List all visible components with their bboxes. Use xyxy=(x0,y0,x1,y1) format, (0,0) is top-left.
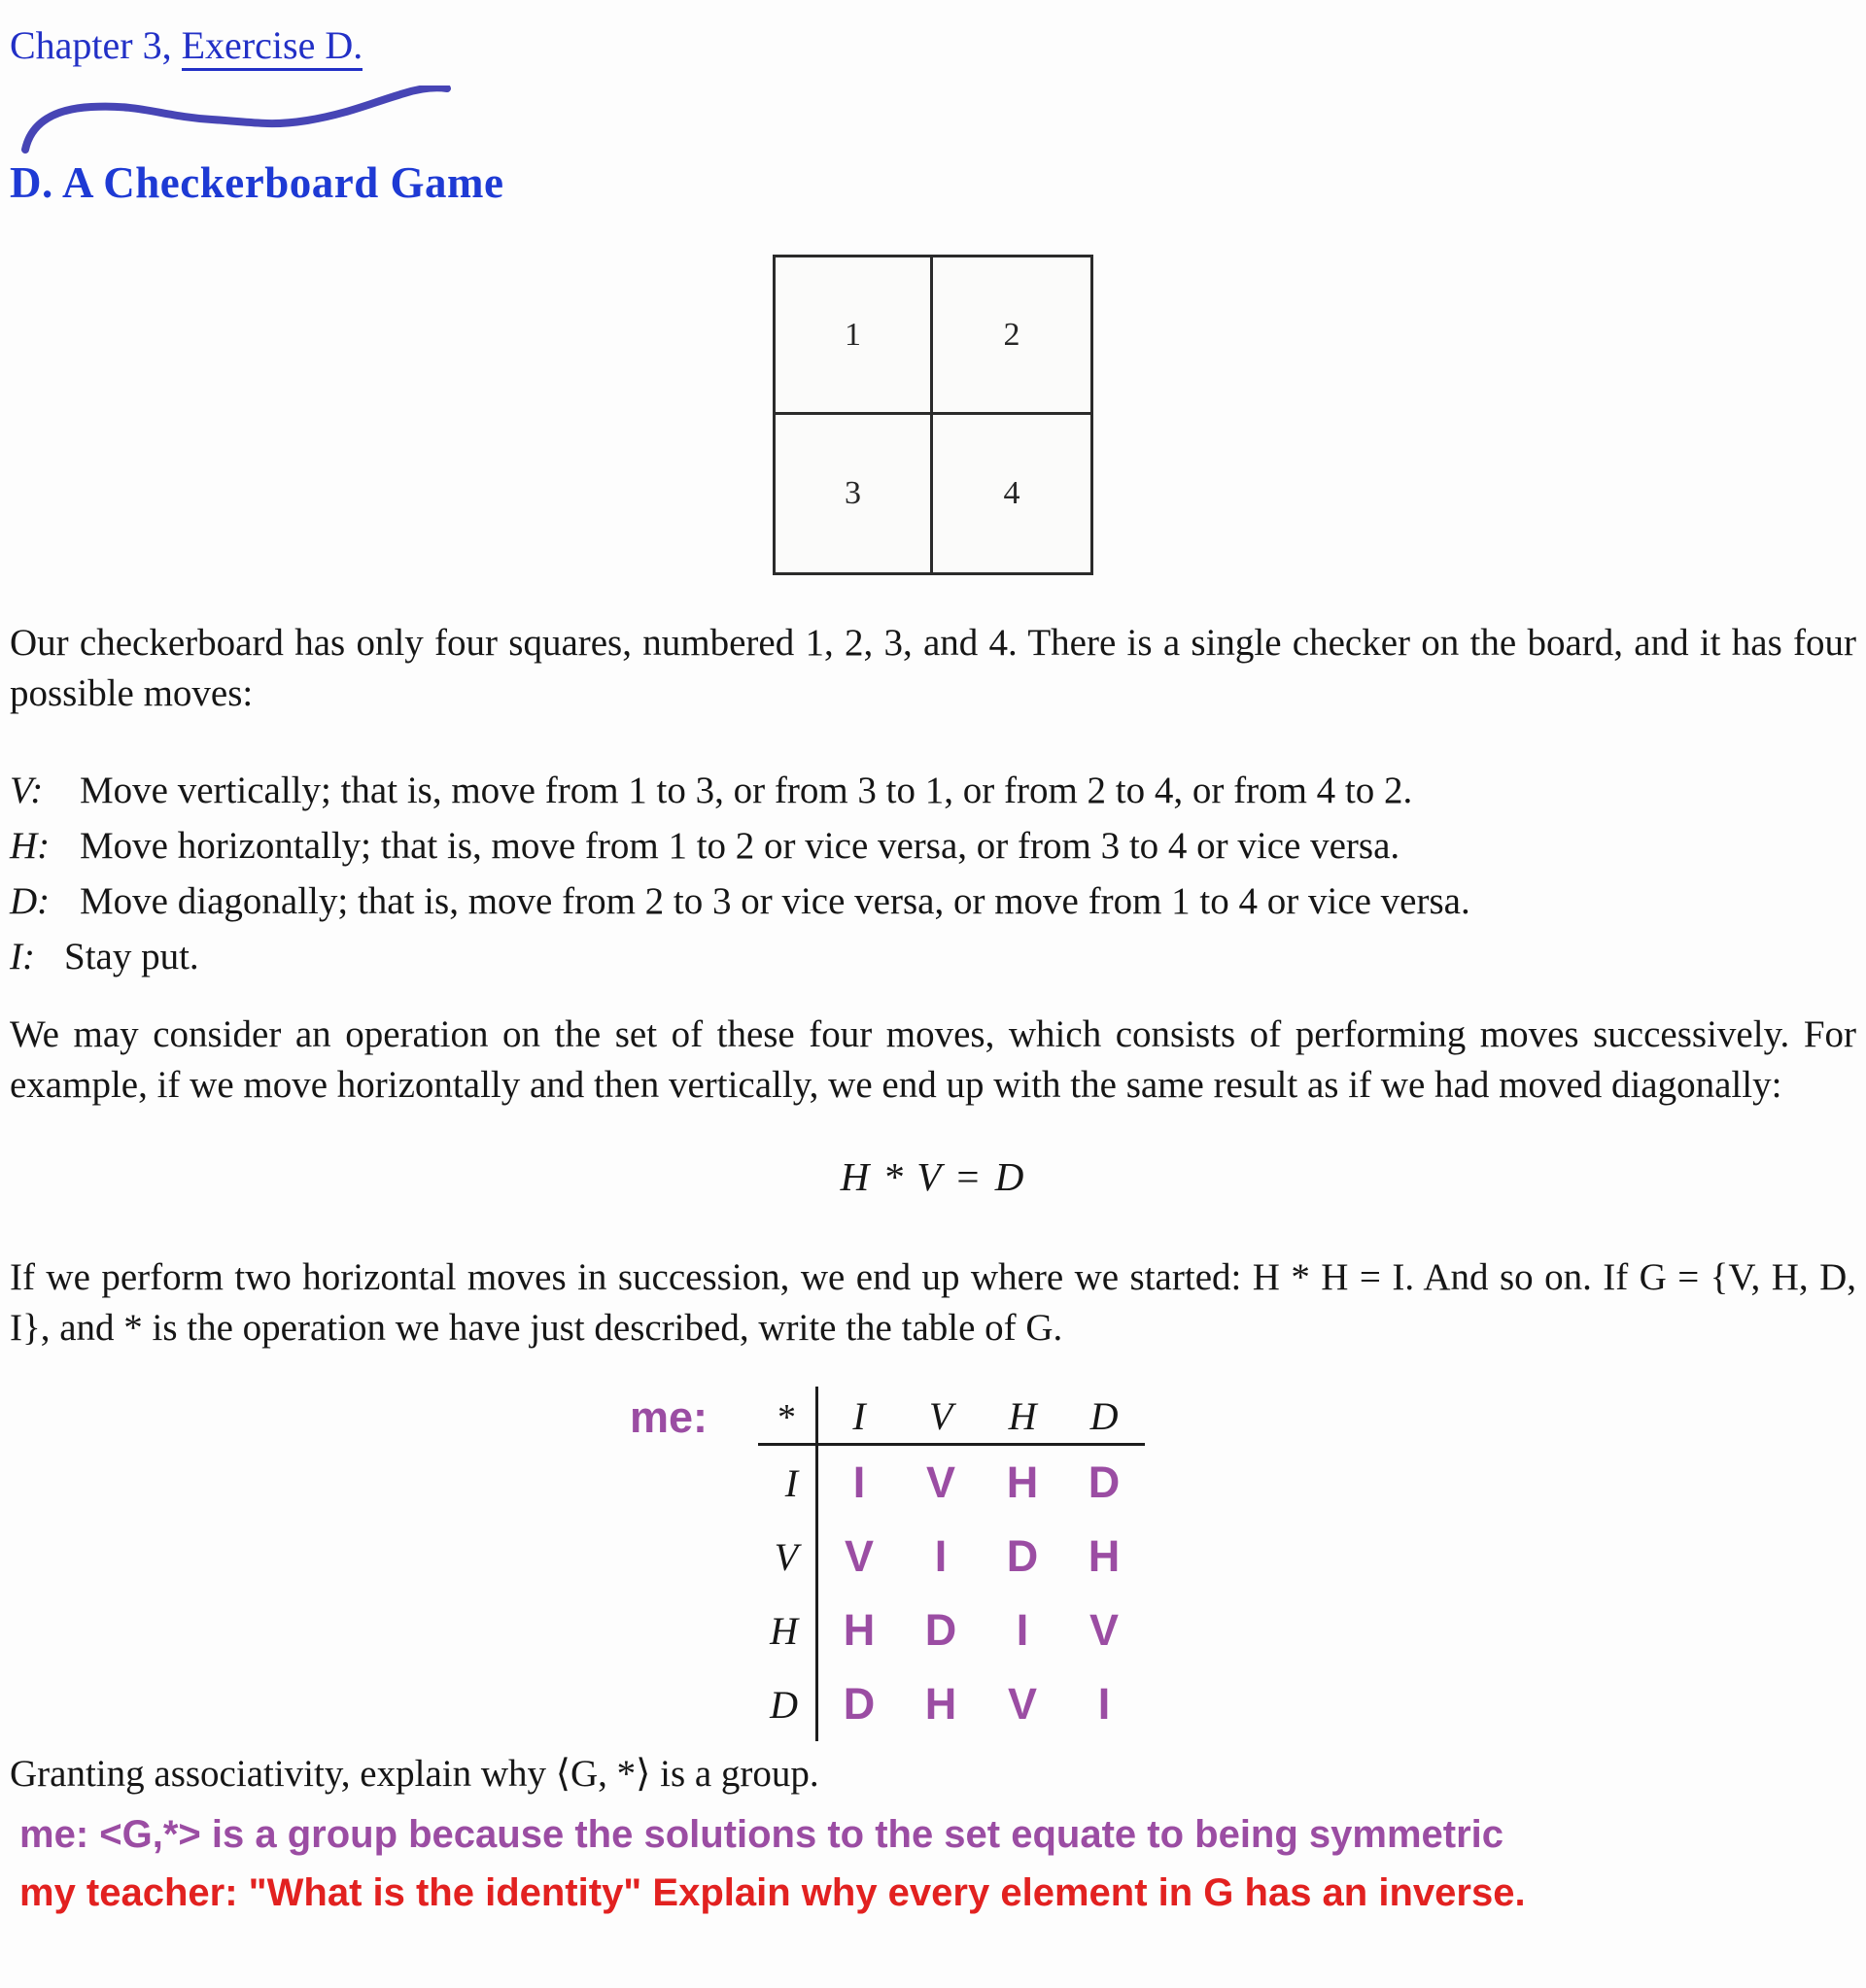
table-cell: H xyxy=(924,1679,957,1729)
table-cell: D xyxy=(843,1679,876,1729)
chapter-heading-prefix: Chapter 3, xyxy=(10,23,182,67)
move-item-h xyxy=(10,821,1856,872)
move-text: Move diagonally; that is, move from 2 to 3 or vice versa, or move from 1 to 4 or vice versa. xyxy=(80,880,1470,922)
move-text: Move horizontally; that is, move from 1 to 2 or vice versa, or from 3 to 4 or vice versa. xyxy=(80,825,1400,867)
move-item-d xyxy=(10,876,1856,927)
move-item-i xyxy=(10,932,1856,982)
table-cell: V xyxy=(845,1531,875,1581)
board-cell-3: 3 xyxy=(776,415,933,572)
board-cell-2: 2 xyxy=(933,257,1090,415)
board-cell-4: 4 xyxy=(1003,475,1020,511)
checkerboard-diagram xyxy=(773,255,1093,575)
table-cell: I xyxy=(1097,1679,1111,1729)
table-col-header: H xyxy=(982,1387,1063,1446)
table-col-header: D xyxy=(1063,1387,1145,1446)
table-col-header: I xyxy=(818,1387,900,1446)
table-cell: I xyxy=(1016,1605,1029,1655)
succession-paragraph: If we perform two horizontal moves in succession, we end up where we started: H * H = I. And so on. If G = {V, H, D, I}, and * is the operation we have just described, write the table of G. xyxy=(10,1256,1856,1349)
table-operator-symbol: * xyxy=(758,1387,818,1446)
cayley-table xyxy=(758,1387,1145,1741)
move-text: Move vertically; that is, move from 1 to 3, or from 3 to 1, or from 2 to 4, or from 4 to 2. xyxy=(80,770,1413,811)
board-cell-1: 1 xyxy=(776,257,933,415)
me-annotation-label: me: xyxy=(630,1392,708,1442)
teacher-comment-annotation: my teacher: "What is the identity" Explain why every element in G has an inverse. xyxy=(19,1871,1526,1914)
table-cell: D xyxy=(1088,1457,1121,1507)
move-text: Stay put. xyxy=(64,936,199,977)
move-label: D: xyxy=(10,880,51,922)
table-col-header: V xyxy=(900,1387,982,1446)
moves-list xyxy=(10,766,1856,982)
table-cell: V xyxy=(1089,1605,1120,1655)
table-cell: D xyxy=(924,1605,957,1655)
handdrawn-squiggle-underline xyxy=(16,86,463,155)
document-page xyxy=(10,23,1856,1918)
table-cell: V xyxy=(926,1457,956,1507)
move-label: V: xyxy=(10,770,44,811)
table-cell: V xyxy=(1008,1679,1038,1729)
table-row-header: H xyxy=(758,1594,818,1667)
move-label: I: xyxy=(10,936,35,977)
move-label: H: xyxy=(10,825,51,867)
section-heading: D. A Checkerboard Game xyxy=(10,158,504,207)
chapter-heading xyxy=(10,23,1856,68)
intro-paragraph: Our checkerboard has only four squares, numbered 1, 2, 3, and 4. There is a single checker on the board, and it has four possible moves: xyxy=(10,622,1856,714)
equation-h-star-v-equals-d: H * V = D xyxy=(840,1154,1026,1199)
table-row-header: V xyxy=(758,1520,818,1594)
student-answer-annotation: me: <G,*> is a group because the solutions to the set equate to being symmetric xyxy=(19,1813,1504,1856)
table-cell: H xyxy=(843,1605,876,1655)
table-row-header: D xyxy=(758,1667,818,1741)
table-cell: H xyxy=(1006,1457,1039,1507)
table-cell: I xyxy=(934,1531,948,1581)
table-cell: D xyxy=(1006,1531,1039,1581)
granting-paragraph: Granting associativity, explain why ⟨G, *⟩ is a group. xyxy=(10,1753,819,1795)
table-cell: H xyxy=(1088,1531,1121,1581)
operation-paragraph: We may consider an operation on the set of these four moves, which consists of performing moves successively. For example, if we move horizontally and then vertically, we end up with the same result as if we had moved diagonally: xyxy=(10,1013,1856,1106)
table-cell: I xyxy=(852,1457,866,1507)
table-row-header: I xyxy=(758,1446,818,1520)
chapter-heading-exercise: Exercise D. xyxy=(182,23,363,71)
cayley-table-section xyxy=(630,1387,1856,1741)
move-item-v xyxy=(10,766,1856,816)
